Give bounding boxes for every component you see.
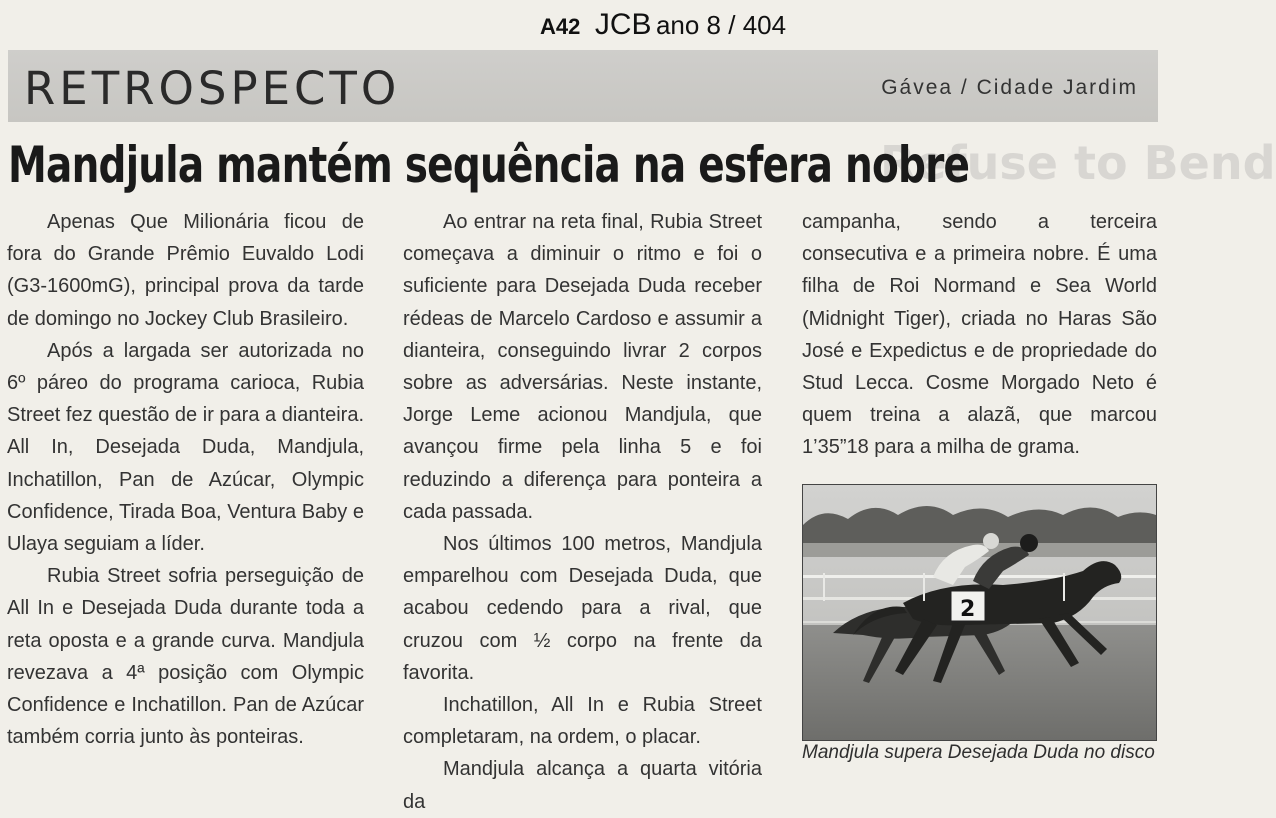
article-column-1 — [7, 206, 364, 753]
race-photo-illustration — [803, 485, 1156, 740]
section-location: Gávea / Cidade Jardim — [881, 76, 1138, 99]
saddle-number: 2 — [960, 597, 976, 622]
article-column-2 — [403, 206, 762, 818]
section-title: RETROSPECTO — [24, 62, 401, 115]
paragraph: Após a largada ser autorizada no 6º páreo do programa carioca, Rubia Street fez questão de ir para a dianteira. All In, Desejada Duda, Mandjula, Inchatillon, Pan de Azúcar, Olympic Confidence, Tirada Boa, Ventura Baby e Ulaya seguiam a líder. — [7, 339, 364, 556]
photo-caption: Mandjula supera Desejada Duda no disco — [802, 742, 1155, 763]
paragraph: Ao entrar na reta final, Rubia Street começava a diminuir o ritmo e foi o suficiente para Desejada Duda receber rédeas de Marcelo Cardoso e assumir a dianteira, conseguindo livrar 2 corpos sobre as adversárias. Neste instante, Jorge Leme acionou Mandjula, que avançou firme pela linha 5 e foi reduzindo a diferença para ponteira a cada passada. — [403, 211, 762, 523]
article-column-3 — [802, 206, 1157, 464]
issue-number: ano 8 / 404 — [655, 10, 787, 40]
section-band — [8, 50, 1158, 122]
page-code: A42 — [540, 14, 581, 39]
article-headline: Mandjula mantém sequência na esfera nobre — [8, 136, 970, 194]
paragraph: campanha, sendo a terceira consecutiva e a primeira nobre. É uma filha de Roi Normand e Sea World (Midnight Tiger), criada no Haras São José e Expedictus e de propriedade do Stud Lecca. Cosme Morgado Neto é quem treina a alazã, que marcou 1’35”18 para a milha de grama. — [802, 211, 1157, 459]
paragraph: Nos últimos 100 metros, Mandjula emparelhou com Desejada Duda, que acabou cedendo para a rival, que cruzou com ½ corpo na frente da favorita. — [403, 533, 762, 684]
publication-name: JCB — [594, 8, 652, 41]
paragraph: Inchatillon, All In e Rubia Street completaram, na ordem, o placar. — [403, 694, 762, 749]
race-photo — [802, 484, 1157, 741]
page-header — [540, 8, 786, 42]
paragraph: Rubia Street sofria perseguição de All In e Desejada Duda durante toda a reta oposta e a grande curva. Mandjula revezava a 4ª posição com Olympic Confidence e Inchatillon. Pan de Azúcar também corria junto às ponteiras. — [7, 565, 364, 749]
paragraph: Mandjula alcança a quarta vitória da — [403, 758, 762, 813]
paragraph: Apenas Que Milionária ficou de fora do Grande Prêmio Euvaldo Lodi (G3-1600mG), principal prova da tarde de domingo no Jockey Club Brasileiro. — [7, 211, 364, 330]
bleed-through-headline: Refuse to Bend — [880, 136, 1276, 190]
